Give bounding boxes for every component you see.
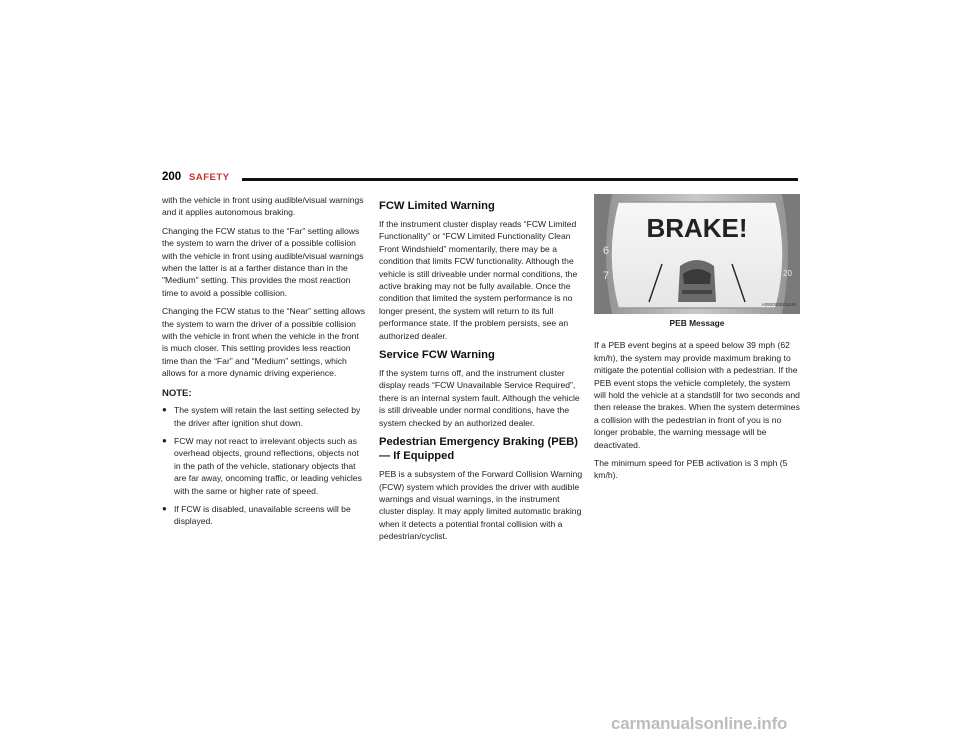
paragraph: If a PEB event begins at a speed below 39 mph (62 km/h), the system may provide maximum braking to mitigate the potential collision with a pedestrian. If the PEB event stops the vehicle completely, the system will hold the vehicle at a standstill for two seconds and then release the brakes. When the system determines a collision with the pedestrian in front of you is no longer probable, the warning message will be deactivated. xyxy=(594,340,800,450)
gauge-number: 6 xyxy=(603,245,610,257)
note-list xyxy=(162,404,367,528)
gauge-number: 20 xyxy=(783,269,792,278)
paragraph: PEB is a subsystem of the Forward Collision Warning (FCW) system which provides the driver with audible warnings and visual warnings, in the instrument cluster display. It may apply limited automatic braking when it detects a potential frontal collision with a pedestrian/cyclist. xyxy=(379,469,583,542)
peb-message-figure xyxy=(594,194,800,314)
bullet-icon: ● xyxy=(162,435,167,445)
note-item xyxy=(162,503,367,528)
header-rule xyxy=(242,178,798,181)
figure-caption: PEB Message xyxy=(669,318,725,328)
paragraph: Changing the FCW status to the “Far” setting allows the system to warn the driver of a possible collision with the vehicle in front using audible/visual warnings when the latter is at a farther distance than in the "Medium" setting. This provides the most reaction time to avoid a possible collision. xyxy=(162,225,364,298)
brake-warning-text: BRAKE! xyxy=(646,213,748,243)
paragraph: The minimum speed for PEB activation is 3 mph (5 km/h). xyxy=(594,458,788,481)
note-item xyxy=(162,404,367,429)
note-item xyxy=(162,435,367,497)
cluster-display-illustration xyxy=(594,194,800,314)
column-3 xyxy=(594,194,800,488)
page-number: 200 xyxy=(162,171,182,183)
paragraph: If the system turns off, and the instrument cluster display reads “FCW Unavailable Service Required”, there is an internal system fault. Although the vehicle is still driveable under normal conditions, have the system checked by an authorized dealer. xyxy=(379,368,580,428)
heading-fcw-limited-warning: FCW Limited Warning xyxy=(379,200,495,212)
section-title: SAFETY xyxy=(189,172,230,183)
paragraph: If the instrument cluster display reads “FCW Limited Functionality” or “FCW Limited Functionality Clean Front Windshield” momentarily, there may be a condition that limits FCW functionality. Although the vehicle is still driveable under normal conditions, the active braking may not be fully available. Once the condition that limited the system performance is no longer present, the system will return to its full performance state. If the problem persists, see an authorized dealer. xyxy=(379,219,578,341)
note-text: FCW may not react to irrelevant objects such as overhead objects, ground reflections, objects not in the path of the vehicle, stationary objects that are far away, oncoming traffic, or leading vehicles with the same or higher rate of speed. xyxy=(174,435,362,496)
bullet-icon: ● xyxy=(162,405,167,415)
vehicle-bumper xyxy=(682,290,712,294)
column-2 xyxy=(379,194,584,549)
column-1 xyxy=(162,194,367,534)
heading-peb: Pedestrian Emergency Braking (PEB) — If Equipped xyxy=(379,436,578,463)
note-text: If FCW is disabled, unavailable screens will be displayed. xyxy=(174,503,351,527)
note-text: The system will retain the last setting selected by the driver after ignition shut down. xyxy=(174,405,361,428)
note-label: NOTE: xyxy=(162,387,192,399)
page-header xyxy=(162,171,798,189)
paragraph: with the vehicle in front using audible/visual warnings and it applies autonomous braking. xyxy=(162,195,364,218)
figure-code: A0920000214US xyxy=(761,301,796,307)
paragraph: Changing the FCW status to the “Near” setting allows the system to warn the driver of a possible collision with the vehicle in front when the vehicle in the front is much closer. This setting provides less reaction time than the “Far” and “Medium” settings, which allows for a more dynamic driving experience. xyxy=(162,306,365,379)
heading-service-fcw-warning: Service FCW Warning xyxy=(379,349,495,362)
watermark: carmanualsonline.info xyxy=(611,714,788,733)
bullet-icon: ● xyxy=(162,503,167,513)
gauge-number: 7 xyxy=(603,270,610,282)
